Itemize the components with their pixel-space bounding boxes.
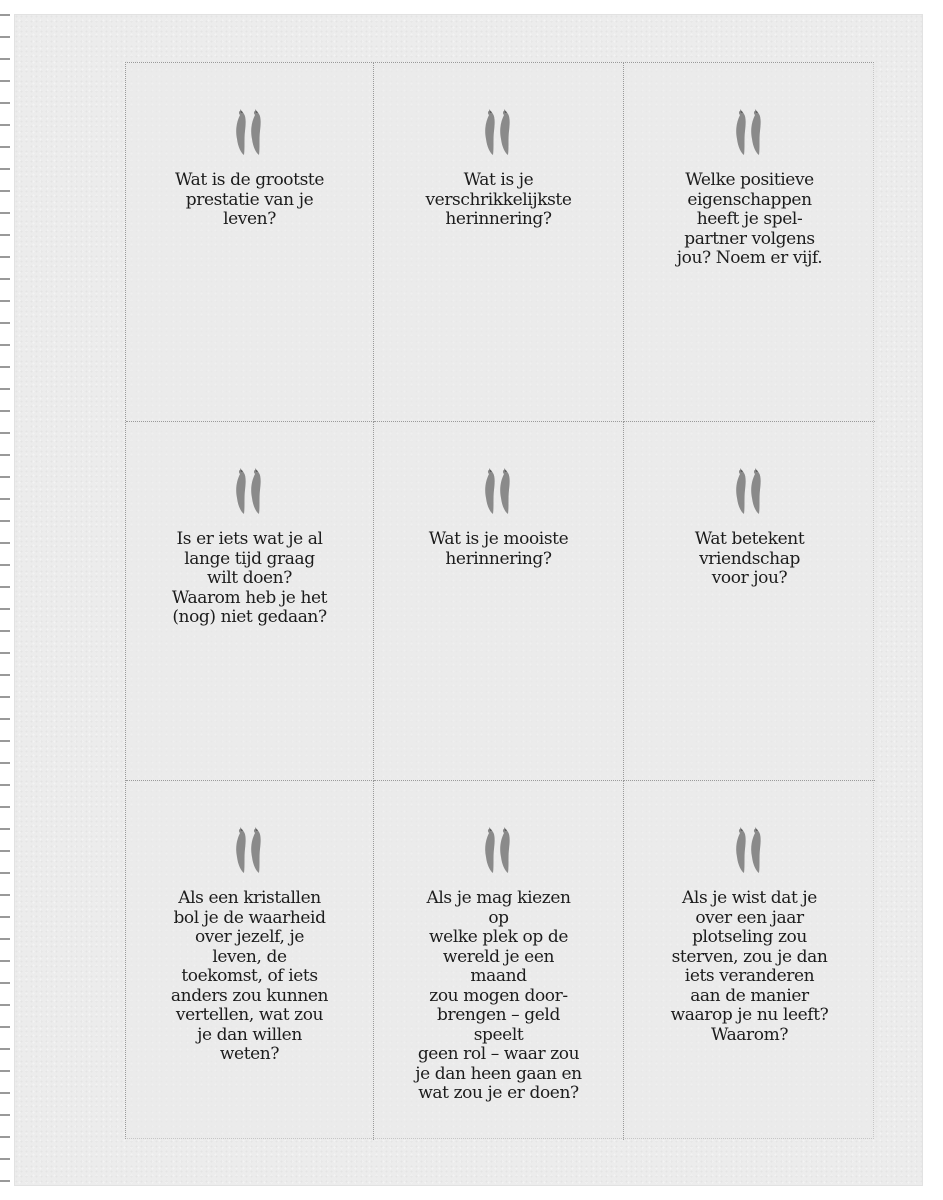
chili-peppers-icon (481, 466, 517, 516)
chili-peppers-icon (232, 466, 268, 516)
question-text: Welke positieve eigenschappen heeft je spel- partner volgens jou? Noem er vijf. (676, 170, 823, 268)
question-card-2 (374, 63, 624, 422)
question-card-6 (624, 422, 875, 781)
question-card-3 (624, 63, 875, 422)
chili-peppers-icon (481, 107, 517, 157)
question-text: Is er iets wat je al lange tijd graag wilt doen? Waarom heb je het (nog) niet gedaan? (171, 529, 328, 627)
chili-peppers-icon (232, 825, 268, 875)
question-text: Wat is je verschrikkelijkste herinnering? (425, 170, 572, 229)
question-card-1 (126, 63, 374, 422)
question-card-9 (624, 781, 875, 1140)
question-card-8 (374, 781, 624, 1140)
question-text: Als je mag kiezen op welke plek op de wereld je een maand zou mogen door- brengen – geld speelt geen rol – waar zou je dan heen gaan en wat zou je er doen? (415, 888, 582, 1103)
question-card-7 (126, 781, 374, 1140)
question-text: Wat betekent vriendschap voor jou? (694, 529, 805, 588)
question-text: Wat is de grootste prestatie van je leven? (174, 170, 324, 229)
question-text: Wat is je mooiste herinnering? (428, 529, 569, 569)
question-card-5 (374, 422, 624, 781)
chili-peppers-icon (732, 107, 768, 157)
question-card-4 (126, 422, 374, 781)
chili-peppers-icon (232, 107, 268, 157)
question-text: Als een kristallen bol je de waarheid over jezelf, je leven, de toekomst, of iets anders zou kunnen vertellen, wat zou je dan willen weten? (170, 888, 329, 1064)
question-card-grid (125, 62, 874, 1139)
chili-peppers-icon (732, 466, 768, 516)
perforated-edge (0, 0, 10, 1200)
chili-peppers-icon (481, 825, 517, 875)
chili-peppers-icon (732, 825, 768, 875)
question-text: Als je wist dat je over een jaar plotseling zou sterven, zou je dan iets veranderen aan de manier waarop je nu leeft? Waarom? (670, 888, 829, 1045)
